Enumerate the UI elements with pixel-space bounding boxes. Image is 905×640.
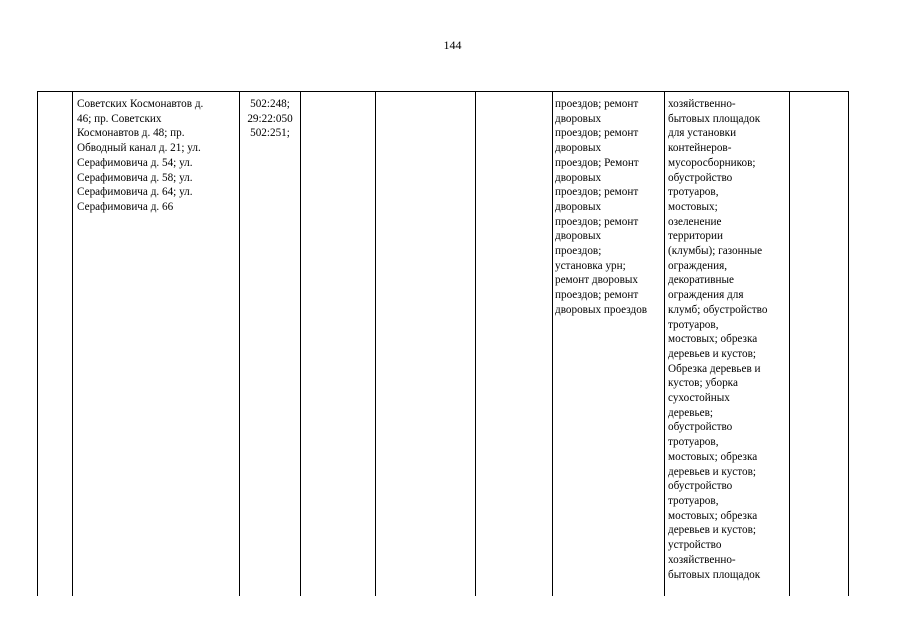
cadastral-number-cell: 502:248; 29:22:050 502:251; (247, 98, 293, 140)
column-divider (552, 91, 553, 596)
column-divider (72, 91, 73, 596)
column-divider (375, 91, 376, 596)
column-divider (475, 91, 476, 596)
column-divider (789, 91, 790, 596)
improvement-measures-cell: хозяйственно- бытовых площадок для установки контейнеров- мусоросборников; обустройство тротуаров, мостовых; озеленение территории (клумбы); газонные ограждения, декоративные ограждения для клумб; обустройство тротуаров, мостовых; обрезка деревьев и кустов; Обрезка деревьев и кустов; уборка сухостойных деревьев; обустройство тротуаров, мостовых; обрезка деревьев и кустов; обустройство тротуаров, мостовых; обрезка деревьев и кустов; устройство хозяйственно- бытовых площадок (668, 98, 768, 581)
column-divider (300, 91, 301, 596)
address-cell: Советских Космонавтов д. 46; пр. Советских Космонавтов д. 48; пр. Обводный канал д. 21; ул. Серафимовича д. 54; ул. Серафимовича д. 58; ул. Серафимовича д. 64; ул. Серафимовича д. 66 (77, 98, 204, 213)
column-divider (664, 91, 665, 596)
column-divider (848, 91, 849, 596)
works-cell: проездов; ремонт дворовых проездов; ремонт дворовых проездов; Ремонт дворовых проездов; ремонт дворовых проездов; ремонт дворовых проездов; установка урн; ремонт дворовых проездов; ремонт дворовых проездов (555, 98, 648, 316)
page-number: 144 (443, 38, 462, 52)
column-divider (37, 91, 38, 596)
column-divider (239, 91, 240, 596)
